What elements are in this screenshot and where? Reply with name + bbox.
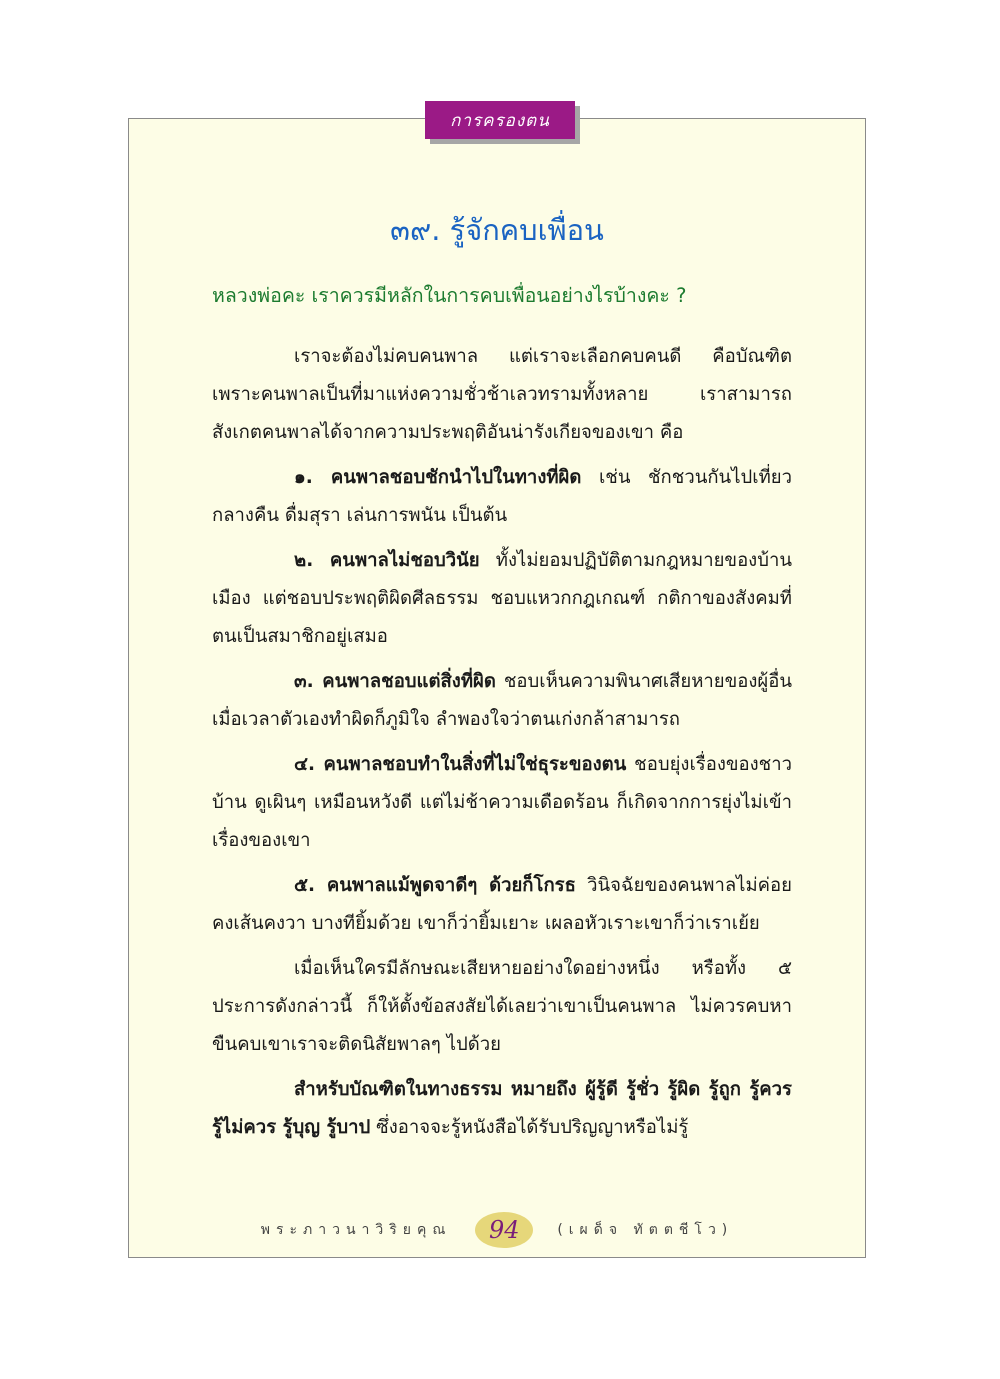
closing-text: ซึ่งอาจจะรู้หนังสือได้รับปริญญาหรือไม่รู้ <box>370 1117 689 1138</box>
page-number: 94 <box>475 1212 533 1248</box>
item-text: ชอบเห็นความพินาศเสียหายของผู้อื่น เมื่อเวลาตัวเองทำผิดก็ภูมิใจ ลำพองใจว่าตนเก่งกล้าสามารถ <box>212 671 793 730</box>
list-item <box>212 663 792 739</box>
item-heading: ๓. คนพาลชอบแต่สิ่งที่ผิด <box>294 671 496 692</box>
list-item <box>212 867 792 943</box>
summary-paragraph: เมื่อเห็นใครมีลักษณะเสียหายอย่างใดอย่างหนึ่ง หรือทั้ง ๕ ประการดังกล่าวนี้ ก็ให้ตั้งข้อสงสัยได้เลยว่าเขาเป็นคนพาล ไม่ควรคบหาขืนคบเขาเราจะติดนิสัยพาลๆ ไปด้วย <box>212 958 792 1055</box>
item-heading: ๑. คนพาลชอบชักนำไปในทางที่ผิด <box>294 467 582 488</box>
item-heading: ๕. คนพาลแม้พูดจาดีๆ ด้วยก็โกรธ <box>294 875 576 896</box>
section-tab-label: การครองตน <box>450 110 550 131</box>
footer-book-title: พระภาวนาวิริยคุณ <box>260 1222 452 1238</box>
article-title: ๓๙. รู้จักคบเพื่อน <box>390 213 604 247</box>
section-tab <box>425 101 575 139</box>
footer-author: (เผด็จ ทัตตชีโว) <box>557 1222 734 1238</box>
item-text: ทั้งไม่ยอมปฏิบัติตามกฎหมายของบ้านเมือง แต่ชอบประพฤติผิดศีลธรรม ชอบแหวกกฎเกณฑ์ กติกาของสังคมที่ตนเป็นสมาชิกอยู่เสมอ <box>212 550 792 647</box>
closing-bold: สำหรับบัณฑิตในทางธรรม หมายถึง ผู้รู้ดี รู้ชั่ว รู้ผิด รู้ถูก รู้ควร รู้ไม่ควร รู้บุญ รู้บาป <box>212 1079 792 1138</box>
page-footer <box>128 1212 866 1248</box>
intro-paragraph: เราจะต้องไม่คบคนพาล แต่เราจะเลือกคบคนดี คือบัณฑิต เพราะคนพาลเป็นที่มาแห่งความชั่วช้าเลวทรามทั้งหลาย เราสามารถสังเกตคนพาลได้จากความประพฤติอันน่ารังเกียจของเขา คือ <box>212 346 792 443</box>
article-question: หลวงพ่อคะ เราควรมีหลักในการคบเพื่อนอย่างไรบ้างคะ ? <box>212 284 687 307</box>
item-text: เช่น ชักชวนกันไปเที่ยวกลางคืน ดื่มสุรา เล่นการพนัน เป็นต้น <box>212 467 792 526</box>
item-text: วินิจฉัยของคนพาลไม่ค่อยคงเส้นคงวา บางทียิ้มด้วย เขาก็ว่ายิ้มเยาะ เผลอหัวเราะเขาก็ว่าเราเย้ย <box>212 875 792 934</box>
list-item <box>212 746 792 860</box>
closing-paragraph <box>212 1071 792 1147</box>
article-body <box>212 338 792 1154</box>
list-item <box>212 459 792 535</box>
item-heading: ๒. คนพาลไม่ชอบวินัย <box>294 550 480 571</box>
item-heading: ๔. คนพาลชอบทำในสิ่งที่ไม่ใช่ธุระของตน <box>294 754 627 775</box>
list-item <box>212 542 792 656</box>
item-text: ชอบยุ่งเรื่องของชาวบ้าน ดูเผินๆ เหมือนหวังดี แต่ไม่ช้าความเดือดร้อน ก็เกิดจากการยุ่งไม่เข้าเรื่องของเขา <box>212 754 792 851</box>
